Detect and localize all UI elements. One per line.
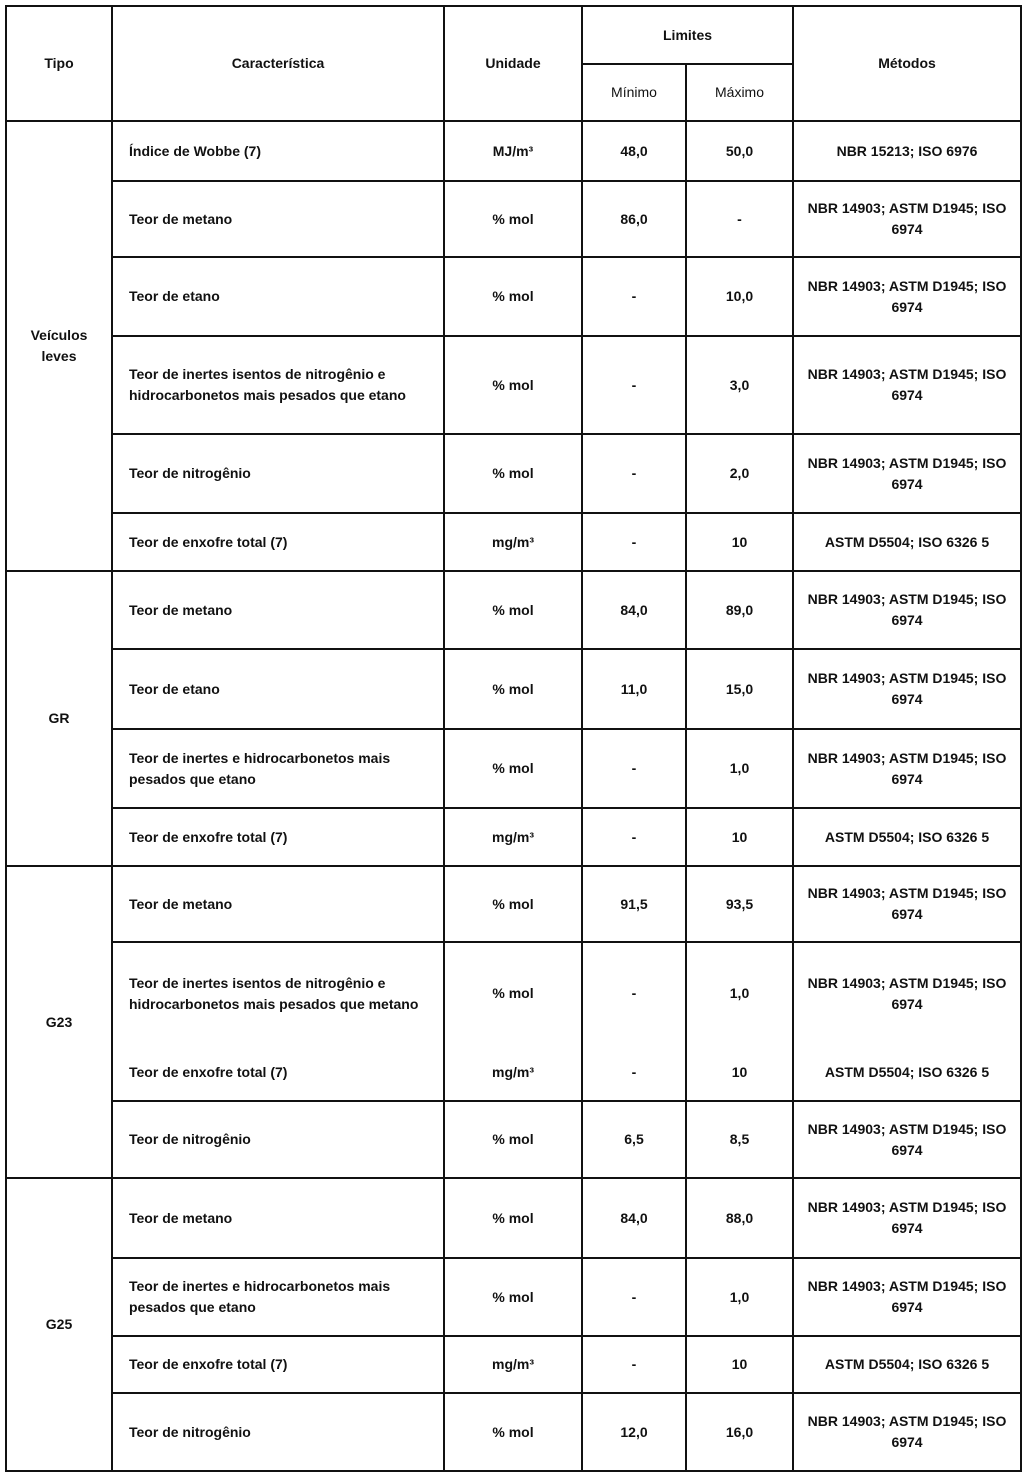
table-row xyxy=(6,181,1021,257)
maximo-cell: 10 xyxy=(686,1336,793,1393)
unidade-cell: % mol xyxy=(444,571,582,649)
metodos-cell: ASTM D5504; ISO 6326 5 xyxy=(793,808,1021,866)
metodos-cell: NBR 14903; ASTM D1945; ISO 6974 xyxy=(793,181,1021,257)
table-body xyxy=(6,121,1021,1471)
table-row xyxy=(6,1178,1021,1258)
unidade-cell: MJ/m³ xyxy=(444,121,582,181)
minimo-cell: 48,0 xyxy=(582,121,686,181)
minimo-cell: - xyxy=(582,1044,686,1101)
metodos-cell: NBR 14903; ASTM D1945; ISO 6974 xyxy=(793,336,1021,434)
maximo-cell: - xyxy=(686,181,793,257)
metodos-cell: NBR 14903; ASTM D1945; ISO 6974 xyxy=(793,1258,1021,1336)
unidade-cell: mg/m³ xyxy=(444,808,582,866)
maximo-cell: 50,0 xyxy=(686,121,793,181)
minimo-cell: - xyxy=(582,257,686,336)
minimo-cell: - xyxy=(582,513,686,571)
table-row xyxy=(6,571,1021,649)
maximo-cell: 10 xyxy=(686,808,793,866)
caracteristica-cell: Teor de enxofre total (7) xyxy=(112,513,444,571)
caracteristica-cell: Teor de metano xyxy=(112,1178,444,1258)
minimo-cell: - xyxy=(582,729,686,808)
header-minimo: Mínimo xyxy=(582,64,686,121)
maximo-cell: 10 xyxy=(686,513,793,571)
table-row xyxy=(6,729,1021,808)
maximo-cell: 3,0 xyxy=(686,336,793,434)
header-metodos: Métodos xyxy=(793,6,1021,121)
maximo-cell: 10 xyxy=(686,1044,793,1101)
caracteristica-cell: Teor de nitrogênio xyxy=(112,1101,444,1178)
metodos-cell: NBR 14903; ASTM D1945; ISO 6974 xyxy=(793,257,1021,336)
minimo-cell: 84,0 xyxy=(582,571,686,649)
metodos-cell: NBR 14903; ASTM D1945; ISO 6974 xyxy=(793,649,1021,729)
tipo-cell: Veículos leves xyxy=(6,121,112,571)
unidade-cell: mg/m³ xyxy=(444,1336,582,1393)
minimo-cell: - xyxy=(582,808,686,866)
minimo-cell: - xyxy=(582,434,686,513)
minimo-cell: - xyxy=(582,1336,686,1393)
unidade-cell: % mol xyxy=(444,649,582,729)
table-row xyxy=(6,866,1021,942)
unidade-cell: % mol xyxy=(444,434,582,513)
caracteristica-cell: Teor de etano xyxy=(112,649,444,729)
gas-specification-table xyxy=(5,5,1022,1472)
minimo-cell: 6,5 xyxy=(582,1101,686,1178)
minimo-cell: 86,0 xyxy=(582,181,686,257)
caracteristica-cell: Teor de enxofre total (7) xyxy=(112,1044,444,1101)
maximo-cell: 2,0 xyxy=(686,434,793,513)
metodos-cell: ASTM D5504; ISO 6326 5 xyxy=(793,1044,1021,1101)
maximo-cell: 10,0 xyxy=(686,257,793,336)
maximo-cell: 1,0 xyxy=(686,729,793,808)
tipo-cell: G23 xyxy=(6,866,112,1178)
header-unidade: Unidade xyxy=(444,6,582,121)
maximo-cell: 1,0 xyxy=(686,1258,793,1336)
caracteristica-cell: Teor de inertes e hidrocarbonetos mais pesados que etano xyxy=(112,1258,444,1336)
header-limites: Limites xyxy=(582,6,793,64)
table-row xyxy=(6,121,1021,181)
unidade-cell: % mol xyxy=(444,866,582,942)
metodos-cell: NBR 14903; ASTM D1945; ISO 6974 xyxy=(793,729,1021,808)
tipo-cell: GR xyxy=(6,571,112,866)
minimo-cell: - xyxy=(582,1258,686,1336)
caracteristica-cell: Teor de enxofre total (7) xyxy=(112,1336,444,1393)
caracteristica-cell: Teor de inertes e hidrocarbonetos mais pesados que etano xyxy=(112,729,444,808)
tipo-cell: G25 xyxy=(6,1178,112,1471)
metodos-cell: NBR 14903; ASTM D1945; ISO 6974 xyxy=(793,1101,1021,1178)
table-row xyxy=(6,942,1021,1044)
caracteristica-cell: Teor de metano xyxy=(112,181,444,257)
table-row xyxy=(6,1101,1021,1178)
unidade-cell: % mol xyxy=(444,257,582,336)
table-row xyxy=(6,649,1021,729)
metodos-cell: NBR 14903; ASTM D1945; ISO 6974 xyxy=(793,1393,1021,1471)
unidade-cell: % mol xyxy=(444,1258,582,1336)
caracteristica-cell: Índice de Wobbe (7) xyxy=(112,121,444,181)
caracteristica-cell: Teor de inertes isentos de nitrogênio e hidrocarbonetos mais pesados que metano xyxy=(112,942,444,1044)
metodos-cell: NBR 15213; ISO 6976 xyxy=(793,121,1021,181)
header-caracteristica: Característica xyxy=(112,6,444,121)
table-row xyxy=(6,1258,1021,1336)
maximo-cell: 88,0 xyxy=(686,1178,793,1258)
minimo-cell: 11,0 xyxy=(582,649,686,729)
unidade-cell: % mol xyxy=(444,1393,582,1471)
header-tipo: Tipo xyxy=(6,6,112,121)
unidade-cell: % mol xyxy=(444,1178,582,1258)
table-row xyxy=(6,808,1021,866)
metodos-cell: ASTM D5504; ISO 6326 5 xyxy=(793,1336,1021,1393)
unidade-cell: % mol xyxy=(444,729,582,808)
minimo-cell: 91,5 xyxy=(582,866,686,942)
unidade-cell: % mol xyxy=(444,336,582,434)
metodos-cell: NBR 14903; ASTM D1945; ISO 6974 xyxy=(793,1178,1021,1258)
unidade-cell: mg/m³ xyxy=(444,513,582,571)
unidade-cell: % mol xyxy=(444,1101,582,1178)
maximo-cell: 8,5 xyxy=(686,1101,793,1178)
caracteristica-cell: Teor de enxofre total (7) xyxy=(112,808,444,866)
minimo-cell: 84,0 xyxy=(582,1178,686,1258)
metodos-cell: ASTM D5504; ISO 6326 5 xyxy=(793,513,1021,571)
caracteristica-cell: Teor de etano xyxy=(112,257,444,336)
maximo-cell: 89,0 xyxy=(686,571,793,649)
table-row xyxy=(6,1044,1021,1101)
unidade-cell: mg/m³ xyxy=(444,1044,582,1101)
metodos-cell: NBR 14903; ASTM D1945; ISO 6974 xyxy=(793,571,1021,649)
caracteristica-cell: Teor de nitrogênio xyxy=(112,434,444,513)
header-maximo: Máximo xyxy=(686,64,793,121)
caracteristica-cell: Teor de inertes isentos de nitrogênio e hidrocarbonetos mais pesados que etano xyxy=(112,336,444,434)
table-row xyxy=(6,1336,1021,1393)
minimo-cell: - xyxy=(582,942,686,1044)
table-row xyxy=(6,257,1021,336)
unidade-cell: % mol xyxy=(444,181,582,257)
table-row xyxy=(6,513,1021,571)
metodos-cell: NBR 14903; ASTM D1945; ISO 6974 xyxy=(793,434,1021,513)
maximo-cell: 93,5 xyxy=(686,866,793,942)
caracteristica-cell: Teor de metano xyxy=(112,571,444,649)
caracteristica-cell: Teor de metano xyxy=(112,866,444,942)
table-row xyxy=(6,434,1021,513)
minimo-cell: 12,0 xyxy=(582,1393,686,1471)
minimo-cell: - xyxy=(582,336,686,434)
metodos-cell: NBR 14903; ASTM D1945; ISO 6974 xyxy=(793,866,1021,942)
metodos-cell: NBR 14903; ASTM D1945; ISO 6974 xyxy=(793,942,1021,1044)
maximo-cell: 15,0 xyxy=(686,649,793,729)
caracteristica-cell: Teor de nitrogênio xyxy=(112,1393,444,1471)
maximo-cell: 1,0 xyxy=(686,942,793,1044)
unidade-cell: % mol xyxy=(444,942,582,1044)
maximo-cell: 16,0 xyxy=(686,1393,793,1471)
table-row xyxy=(6,1393,1021,1471)
table-row xyxy=(6,336,1021,434)
